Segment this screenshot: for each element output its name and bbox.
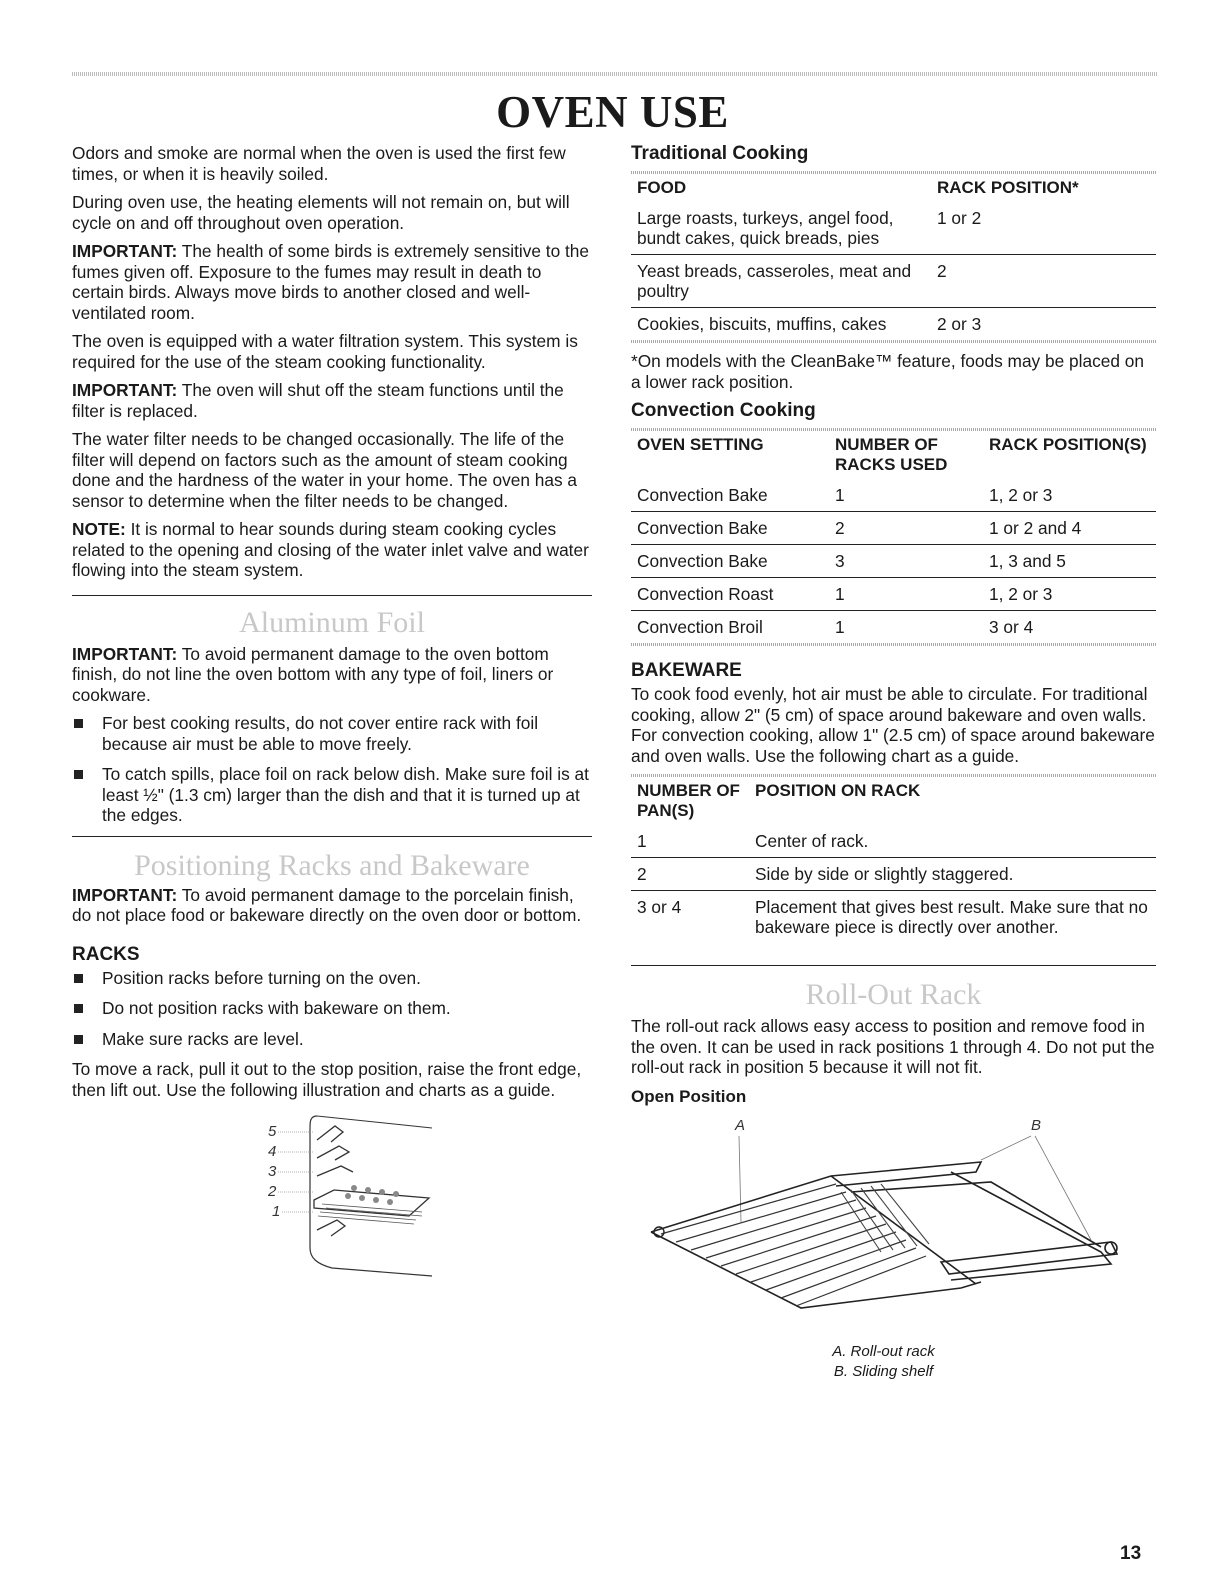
bakeware-heading: BAKEWARE <box>631 660 742 681</box>
caption-a: A. Roll-out rack <box>832 1342 935 1360</box>
table-cell: 1, 2 or 3 <box>989 485 1053 505</box>
page-title: OVEN USE <box>496 87 729 137</box>
section-divider <box>72 595 592 596</box>
table-row <box>631 512 1156 545</box>
aluminum-foil-heading: Aluminum Foil <box>239 605 425 639</box>
table-cell: Convection Bake <box>631 512 829 545</box>
rack-number-2: 2 <box>268 1183 277 1200</box>
table-cell: Convection Bake <box>631 545 829 578</box>
column-header: FOOD <box>637 178 687 197</box>
right-column <box>631 143 1156 1382</box>
left-column <box>72 143 592 1278</box>
roll-out-rack-illustration <box>631 1112 1156 1342</box>
section-divider <box>72 836 592 837</box>
table-row <box>631 891 1156 944</box>
bakeware-table <box>631 777 1156 943</box>
intro-paragraph: During oven use, the heating elements will not remain on, but will cycle on and off throughout oven operation. <box>72 192 570 233</box>
table-row <box>631 611 1156 644</box>
racks-bullets <box>72 968 592 1050</box>
table-row <box>631 825 1156 858</box>
table-cell: 1 <box>835 485 845 505</box>
table-cell: 2 <box>829 512 983 545</box>
table-cell: 3 or 4 <box>631 891 749 944</box>
table-row <box>631 578 1156 611</box>
aluminum-foil-important: IMPORTANT: To avoid permanent damage to the oven bottom finish, do not line the oven bottom with any type of foil, liners or cookware. <box>72 643 554 705</box>
intro-paragraph: IMPORTANT: The oven will shut off the steam functions until the filter is replaced. <box>72 380 564 421</box>
rack-number-1: 1 <box>272 1203 281 1220</box>
positioning-heading: Positioning Racks and Bakeware <box>134 848 530 882</box>
page-number: 13 <box>1120 1543 1142 1564</box>
table-cell: 1 <box>637 831 647 851</box>
table-row <box>631 858 1156 891</box>
bakeware-text: To cook food evenly, hot air must be able to circulate. For traditional cooking, allow 2" (5 cm) of space around bakeware and oven walls. For convection cooking, allow 1" (2.5 cm) of space around bakeware and oven walls. Use the following chart as a guide. <box>631 684 1155 766</box>
table-row <box>631 255 1156 308</box>
list-item: For best cooking results, do not cover entire rack with foil because air must be able to move freely. <box>72 713 592 754</box>
rack-number-5: 5 <box>268 1123 277 1140</box>
column-header: POSITION ON RACK <box>755 781 921 800</box>
table-cell: Convection Roast <box>631 578 829 611</box>
intro-paragraph: Odors and smoke are normal when the oven is used the first few times, or when it is heavily soiled. <box>72 143 566 184</box>
table-row <box>631 545 1156 578</box>
traditional-cooking-heading: Traditional Cooking <box>631 143 809 164</box>
traditional-cooking-table <box>631 174 1156 340</box>
racks-instructions: To move a rack, pull it out to the stop position, raise the front edge, then lift out. Use the following illustration and charts as a guide. <box>72 1059 582 1100</box>
positioning-important: IMPORTANT: To avoid permanent damage to the porcelain finish, do not place food or bakeware directly on the oven door or bottom. <box>72 884 582 925</box>
table-cell: 1 <box>829 578 983 611</box>
intro-paragraph: The oven is equipped with a water filtration system. This system is required for the use of the steam cooking functionality. <box>72 331 578 372</box>
table-header-row <box>631 174 1156 202</box>
table-cell: 2 or 3 <box>931 308 1156 341</box>
roll-out-rack-heading: Roll-Out Rack <box>805 978 982 1011</box>
table-cell: 1 or 2 and 4 <box>983 512 1156 545</box>
rack-number-4: 4 <box>268 1143 277 1160</box>
table-row <box>631 202 1156 255</box>
table-cell: 2 <box>931 255 1156 308</box>
open-position-heading: Open Position <box>631 1086 747 1106</box>
list-item: Make sure racks are level. <box>72 1029 592 1050</box>
convection-cooking-table <box>631 431 1156 643</box>
table-cell: 2 <box>631 858 749 891</box>
label-a: A <box>735 1116 746 1134</box>
table-cell: 1, 3 and 5 <box>983 545 1156 578</box>
column-header: RACK POSITION* <box>937 178 1079 197</box>
table-cell: Center of rack. <box>755 831 869 851</box>
intro-paragraph: IMPORTANT: The health of some birds is extremely sensitive to the fumes given off. Exposure to the fumes may result in death to certain birds. Always move birds to another closed and well-ventilated room. <box>72 241 590 323</box>
column-header: RACK POSITION(S) <box>989 435 1147 454</box>
list-item: Position racks before turning on the oven. <box>72 968 592 989</box>
racks-heading: RACKS <box>72 943 140 965</box>
rack-number-3: 3 <box>268 1163 277 1180</box>
table-cell: 1, 2 or 3 <box>983 578 1156 611</box>
table-cell: 3 or 4 <box>983 611 1156 644</box>
table-cell: Cookies, biscuits, muffins, cakes <box>631 308 931 341</box>
table-row <box>631 308 1156 341</box>
intro-section <box>72 143 592 581</box>
roll-out-rack-text: The roll-out rack allows easy access to position and remove food in the oven. It can be used in rack positions 1 through 4. Do not put the roll-out rack in position 5 because it will not fit. <box>631 1016 1155 1077</box>
aluminum-foil-bullets <box>72 713 592 826</box>
table-bottom-rule <box>631 643 1156 646</box>
list-item: Do not position racks with bakeware on them. <box>72 998 592 1019</box>
column-header: NUMBER OF RACKS USED <box>835 435 948 474</box>
table-bottom-rule <box>631 340 1156 343</box>
table-cell: Yeast breads, casseroles, meat and poultry <box>631 255 931 308</box>
intro-paragraph: The water filter needs to be changed occasionally. The life of the filter will depend on factors such as the amount of steam cooking done and the hardness of the water in your home. The oven has a sensor to determine when the filter needs to be changed. <box>72 429 578 511</box>
table-cell: 3 <box>829 545 983 578</box>
table-cell: Large roasts, turkeys, angel food, bundt cakes, quick breads, pies <box>637 208 894 248</box>
top-dotted-rule <box>72 72 1157 76</box>
table-cell: Placement that gives best result. Make sure that no bakeware piece is directly over another. <box>749 891 1156 944</box>
table-header-row <box>631 777 1156 825</box>
table-header-row <box>631 431 1156 479</box>
intro-paragraph: NOTE: It is normal to hear sounds during steam cooking cycles related to the opening and closing of the water inlet valve and water flowing into the steam system. <box>72 519 589 580</box>
table-cell: Convection Broil <box>631 611 829 644</box>
table-cell: 1 <box>829 611 983 644</box>
label-b: B <box>1031 1116 1042 1134</box>
table-cell: Side by side or slightly staggered. <box>749 858 1156 891</box>
table-cell: Convection Bake <box>637 485 768 505</box>
caption-b: B. Sliding shelf <box>833 1362 934 1380</box>
table-row <box>631 479 1156 512</box>
column-header: OVEN SETTING <box>637 435 764 454</box>
rack-positions-illustration <box>262 1108 592 1278</box>
list-item: To catch spills, place foil on rack below dish. Make sure foil is at least ½" (1.3 cm) larger than the dish and that it is turned up at the edges. <box>72 764 592 826</box>
column-header: NUMBER OF PAN(S) <box>637 781 740 820</box>
section-divider <box>631 965 1156 966</box>
traditional-footnote: *On models with the CleanBake™ feature, foods may be placed on a lower rack position. <box>631 351 1144 392</box>
table-cell: 1 or 2 <box>937 208 982 228</box>
convection-cooking-heading: Convection Cooking <box>631 400 816 421</box>
